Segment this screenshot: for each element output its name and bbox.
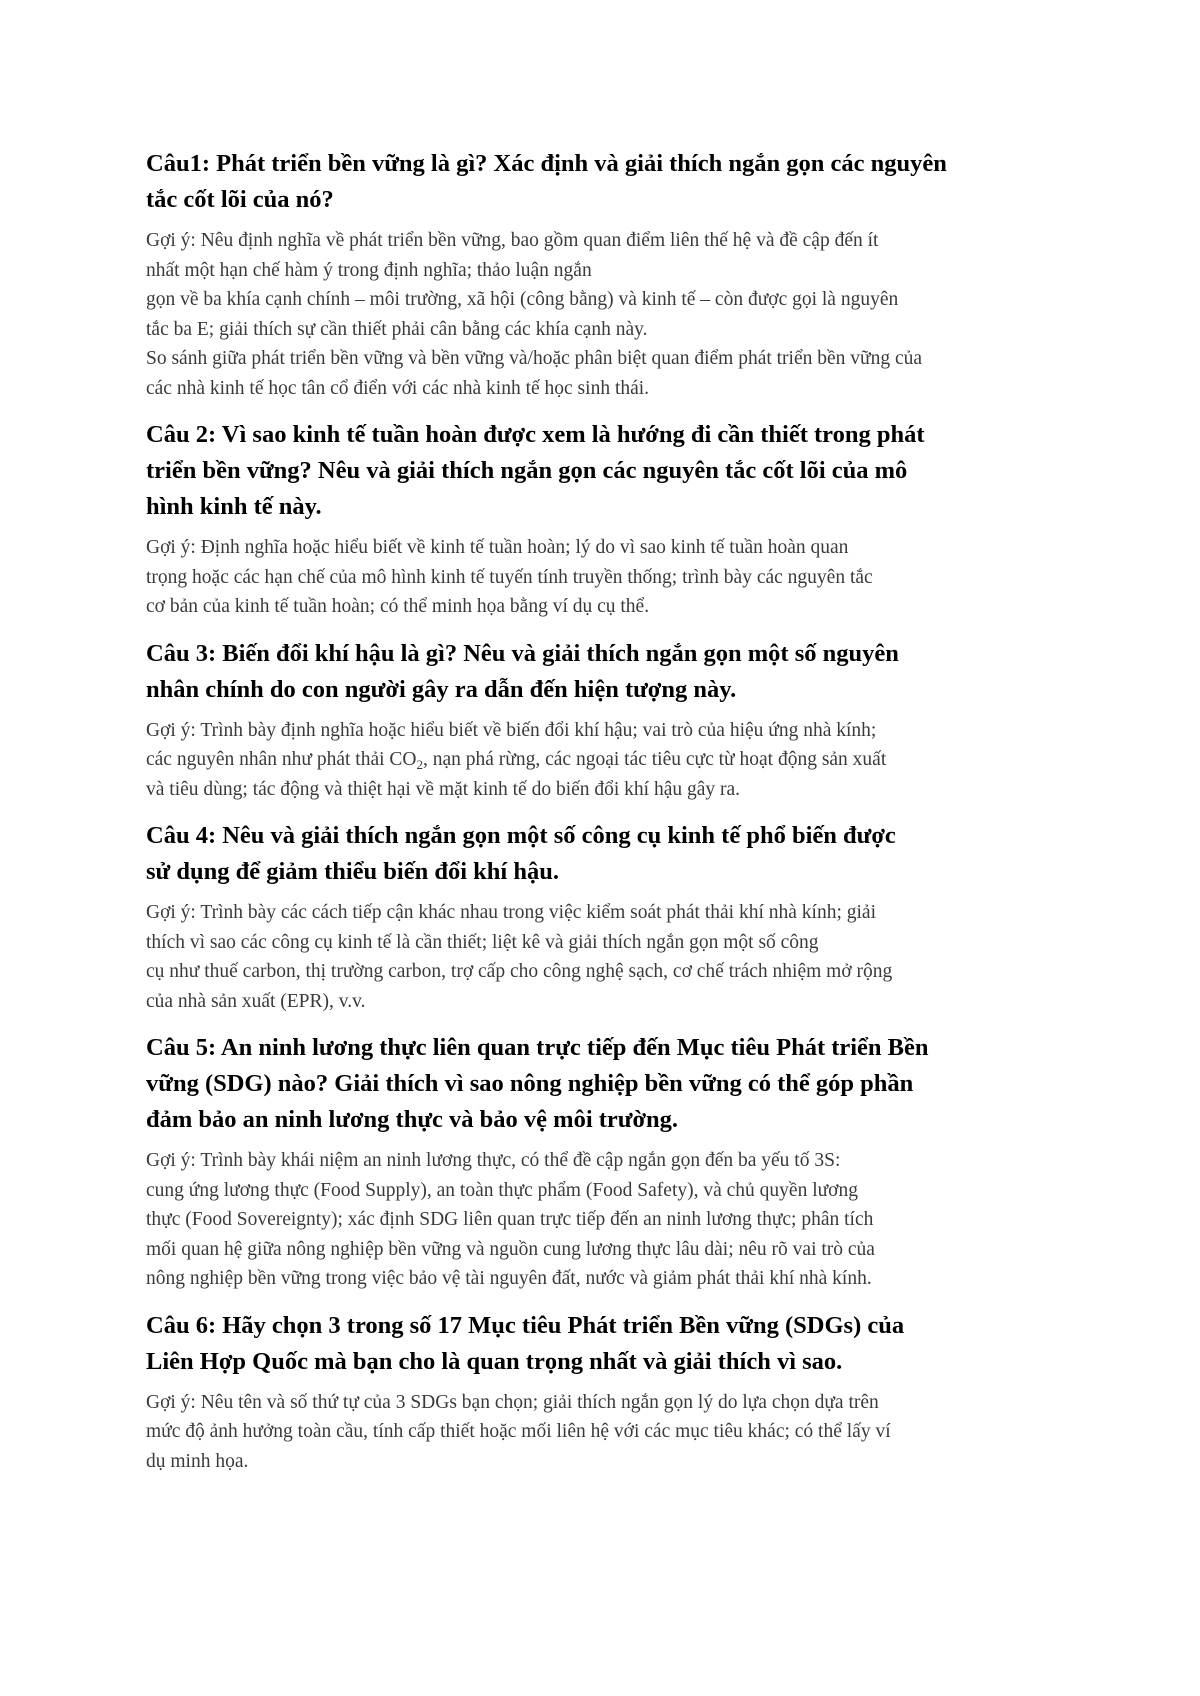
question-1 [146,146,1136,403]
question-2-title [146,417,1106,525]
hint-line: mức độ ảnh hưởng toàn cầu, tính cấp thiết hoặc mối liên hệ với các mục tiêu khác; có thể lấy ví [146,1421,891,1442]
question-2-hint [146,533,1136,622]
question-5-hint [146,1146,1136,1294]
hint-line: nhất một hạn chế hàm ý trong định nghĩa; thảo luận ngắn [146,259,592,281]
question-1-title [146,146,1106,218]
hint-line: cơ bản của kinh tế tuần hoàn; có thể minh họa bằng ví dụ cụ thể. [146,596,650,617]
hint-line: thực (Food Sovereignty); xác định SDG liên quan trực tiếp đến an ninh lương thực; phân tích [146,1209,874,1230]
hint-line: Gợi ý: Nêu tên và số thứ tự của 3 SDGs bạn chọn; giải thích ngắn gọn lý do lựa chọn dựa trên [146,1391,879,1413]
question-2 [146,417,1136,622]
title-line: sử dụng để giảm thiểu biến đổi khí hậu. [146,858,559,885]
hint-text: , nạn phá rừng, các ngoại tác tiêu cực từ hoạt động sản xuất [423,749,887,770]
hint-line: trọng hoặc các hạn chế của mô hình kinh tế tuyến tính truyền thống; trình bày các nguyên tắc [146,566,873,588]
question-1-hint [146,226,1136,403]
hint-line: dụ minh họa. [146,1450,249,1472]
title-line: Liên Hợp Quốc mà bạn cho là quan trọng nhất và giải thích vì sao. [146,1347,843,1375]
question-6-title [146,1308,1106,1380]
title-line: Câu 6: Hãy chọn 3 trong số 17 Mục tiêu Phát triển Bền vững (SDGs) của [146,1311,905,1339]
hint-line: nông nghiệp bền vững trong việc bảo vệ tài nguyên đất, nước và giảm phát thải khí nhà kính. [146,1268,872,1289]
question-3-hint [146,716,1136,805]
question-6-hint [146,1388,1136,1477]
hint-line: Gợi ý: Trình bày các cách tiếp cận khác nhau trong việc kiểm soát phát thải khí nhà kính; giải [146,902,876,923]
hint-text: các nguyên nhân như phát thải CO [146,749,417,770]
title-line: Câu 2: Vì sao kinh tế tuần hoàn được xem là hướng đi cần thiết trong phát [146,421,925,448]
title-line: Câu 5: An ninh lương thực liên quan trực tiếp đến Mục tiêu Phát triển Bền [146,1034,929,1061]
question-4-title [146,818,1106,890]
title-line: vững (SDG) nào? Giải thích vì sao nông nghiệp bền vững có thể góp phần [146,1070,914,1097]
title-line: đảm bảo an ninh lương thực và bảo vệ môi trường. [146,1106,679,1133]
question-4-hint [146,898,1136,1016]
question-3 [146,636,1136,805]
co2-subscript: 2 [416,757,423,772]
question-6 [146,1308,1136,1477]
hint-line: Gợi ý: Trình bày khái niệm an ninh lương thực, có thể đề cập ngắn gọn đến ba yếu tố 3S: [146,1150,841,1171]
question-3-title [146,636,1106,708]
hint-line: Gợi ý: Nêu định nghĩa về phát triển bền vững, bao gồm quan điểm liên thế hệ và đề cập đến ít [146,230,879,251]
question-5-title [146,1030,1106,1138]
hint-line: của nhà sản xuất (EPR), v.v. [146,990,366,1012]
document-page [146,146,1136,1490]
title-line: Câu 3: Biến đổi khí hậu là gì? Nêu và giải thích ngắn gọn một số nguyên [146,639,899,667]
hint-line: mối quan hệ giữa nông nghiệp bền vững và nguồn cung lương thực lâu dài; nêu rõ vai trò của [146,1238,875,1260]
hint-line: các nhà kinh tế học tân cổ điển với các nhà kinh tế học sinh thái. [146,377,650,399]
title-line: triển bền vững? Nêu và giải thích ngắn gọn các nguyên tắc cốt lõi của mô [146,457,908,484]
title-line: Câu 4: Nêu và giải thích ngắn gọn một số công cụ kinh tế phổ biến được [146,822,896,849]
question-4 [146,818,1136,1016]
hint-line: thích vì sao các công cụ kinh tế là cần thiết; liệt kê và giải thích ngắn gọn một số công [146,931,819,953]
hint-line: gọn về ba khía cạnh chính – môi trường, xã hội (công bằng) và kinh tế – còn được gọi là nguyên [146,289,899,310]
hint-line: và tiêu dùng; tác động và thiệt hại về mặt kinh tế do biến đổi khí hậu gây ra. [146,778,741,800]
hint-line-co2 [146,745,1136,775]
hint-line: cung ứng lương thực (Food Supply), an toàn thực phẩm (Food Safety), và chủ quyền lương [146,1179,858,1201]
hint-line: Gợi ý: Định nghĩa hoặc hiểu biết về kinh tế tuần hoàn; lý do vì sao kinh tế tuần hoàn quan [146,537,849,558]
hint-line: cụ như thuế carbon, thị trường carbon, trợ cấp cho công nghệ sạch, cơ chế trách nhiệm mở rộng [146,961,893,982]
hint-line: tắc ba E; giải thích sự cần thiết phải cân bằng các khía cạnh này. [146,318,648,340]
title-line: hình kinh tế này. [146,493,322,520]
hint-line: So sánh giữa phát triển bền vững và bền vững và/hoặc phân biệt quan điểm phát triển bền vững của [146,348,923,369]
question-5 [146,1030,1136,1294]
hint-line: Gợi ý: Trình bày định nghĩa hoặc hiểu biết về biến đổi khí hậu; vai trò của hiệu ứng nhà kính; [146,719,877,741]
title-line: Câu1: Phát triển bền vững là gì? Xác định và giải thích ngắn gọn các nguyên [146,150,947,177]
title-line: nhân chính do con người gây ra dẫn đến hiện tượng này. [146,675,737,703]
title-line: tắc cốt lõi của nó? [146,186,334,213]
